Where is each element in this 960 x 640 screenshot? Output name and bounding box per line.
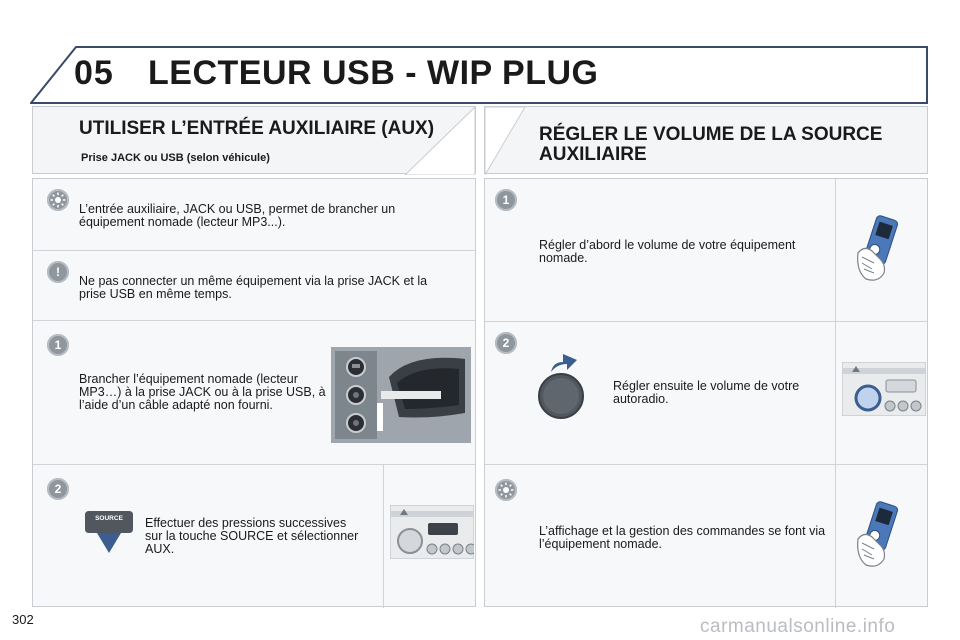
page-title: LECTEUR USB - WIP PLUG xyxy=(148,54,599,92)
warning-row xyxy=(33,251,475,321)
step-1-badge-label: 1 xyxy=(54,338,62,352)
portable-player-in-hand-icon xyxy=(854,215,910,285)
step-2-badge-label: 2 xyxy=(54,482,62,496)
chapter-number: 05 xyxy=(74,54,114,92)
info-text: L’entrée auxiliaire, JACK ou USB, permet de brancher un équipement nomade (lecteur MP3...). xyxy=(79,202,396,229)
warning-text: Ne pas connecter un même équipement via la prise JACK et la prise USB en même temps. xyxy=(79,274,428,301)
volume-step-2-badge-label: 2 xyxy=(502,336,510,350)
header-fold-decoration xyxy=(485,107,545,175)
volume-step-2-text: Régler ensuite le volume de votre autoradio. xyxy=(613,379,800,406)
right-section-header xyxy=(484,106,928,174)
volume-info-row xyxy=(485,465,927,608)
sun-info-icon xyxy=(47,189,69,211)
left-section-body xyxy=(32,178,476,607)
volume-step-row-2 xyxy=(485,322,927,465)
step-1-text: Brancher l’équipement nomade (lecteur MP3…) à la prise JACK ou à la prise USB, à l’aide d’un câble adapté non fourni. xyxy=(79,372,326,412)
step-1-icon xyxy=(47,334,69,356)
volume-knob-icon xyxy=(533,352,589,422)
step-row-2 xyxy=(33,465,475,608)
volume-info-text: L’affichage et la gestion des commandes se font via l’équipement nomade. xyxy=(539,524,826,551)
radio-image-cell xyxy=(383,465,477,608)
radio-image-cell xyxy=(835,322,929,465)
left-section-header xyxy=(32,106,476,174)
car-radio-photo xyxy=(390,505,474,559)
left-section-title: UTILISER L’ENTRÉE AUXILIAIRE (AUX) xyxy=(79,118,435,139)
warning-badge-label: ! xyxy=(56,265,60,279)
volume-step-row-1 xyxy=(485,179,927,322)
volume-step-1-text: Régler d’abord le volume de votre équipement nomade. xyxy=(539,238,796,265)
source-button-label: SOURCE xyxy=(95,515,123,522)
portable-player-image-cell xyxy=(835,179,929,322)
portable-player-in-hand-icon xyxy=(854,501,910,571)
step-2-text: Effectuer des pressions successives sur la touche SOURCE et sélectionner AUX. xyxy=(145,516,359,556)
sun-info-icon xyxy=(495,479,517,501)
info-row xyxy=(33,179,475,251)
right-section-title-line-2: AUXILIAIRE xyxy=(539,144,647,165)
volume-step-1-badge-label: 1 xyxy=(502,193,510,207)
watermark: carmanualsonline.info xyxy=(700,616,896,637)
page-number: 302 xyxy=(12,612,34,627)
step-2-icon xyxy=(47,478,69,500)
left-section-subtitle: Prise JACK ou USB (selon véhicule) xyxy=(81,152,270,164)
warning-icon xyxy=(47,261,69,283)
jack-usb-sockets-photo xyxy=(331,347,471,443)
right-section-body xyxy=(484,178,928,607)
step-1-icon xyxy=(495,189,517,211)
car-radio-photo xyxy=(842,362,926,416)
step-2-icon xyxy=(495,332,517,354)
portable-player-image-cell xyxy=(835,465,929,608)
step-row-1 xyxy=(33,321,475,465)
right-section-title-line-1: RÉGLER LE VOLUME DE LA SOURCE xyxy=(539,124,883,145)
